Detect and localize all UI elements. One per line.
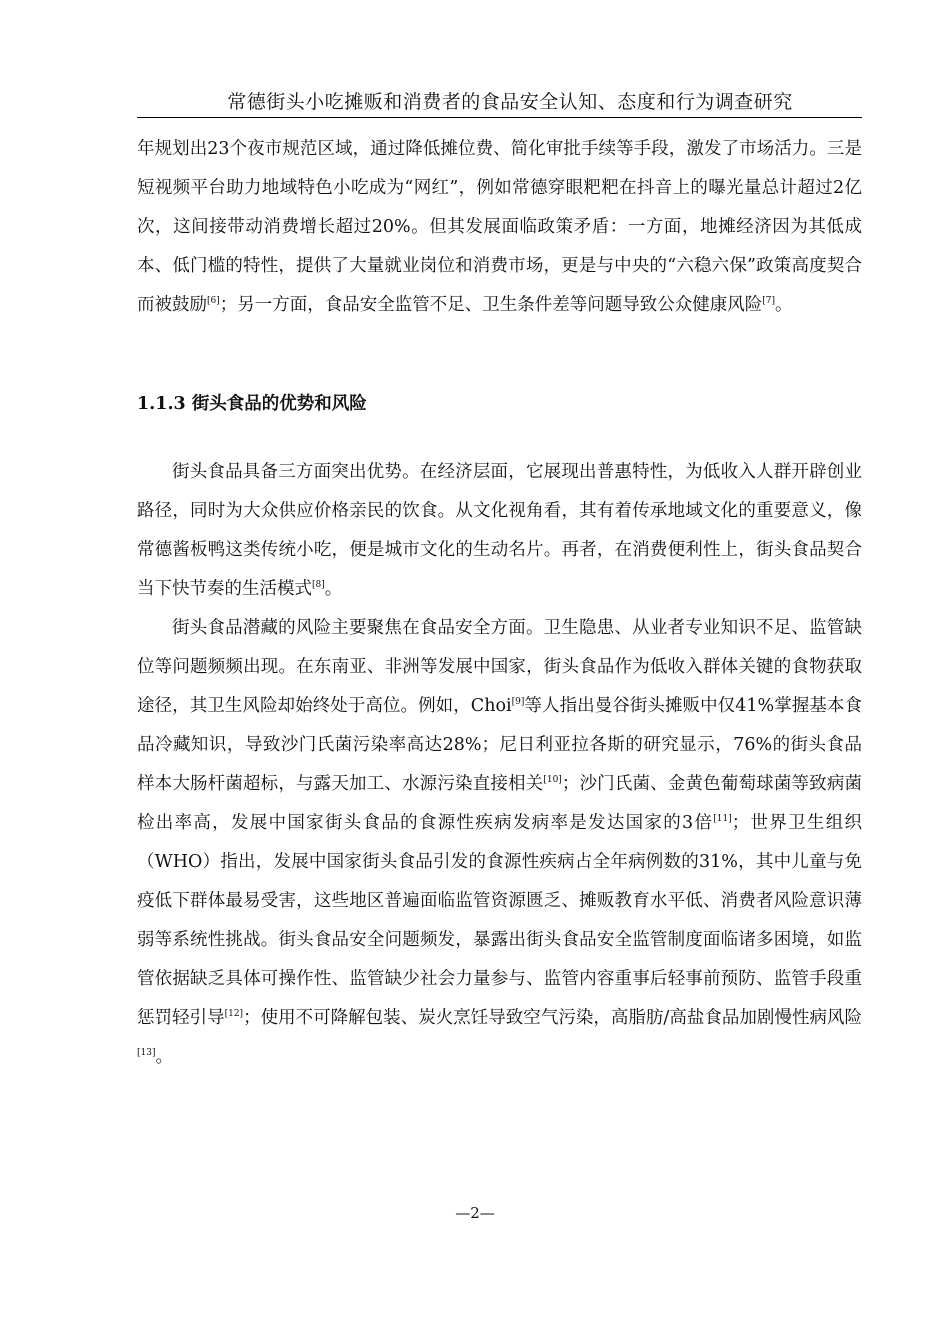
section-heading [137,389,367,419]
paragraph-text: 。 [775,295,793,315]
header-rule [137,117,862,118]
citation-11[interactable]: [11] [713,814,732,824]
paragraph-text: 街头食品具备三方面突出优势。在经济层面，它展现出普惠特性，为低收入人群开辟创业路径，同时为大众供应价格亲民的饮食。从文化视角看，其有着传承地域文化的重要意义，像常德酱板鸭这类传统小吃，便是城市文化的生动名片。再者，在消费便利性上，街头食品契合当下快节奏的生活模式 [137,462,862,599]
section-number: 1.1.3 [137,394,186,414]
body-text-section [137,453,862,1077]
paragraph-risks [137,609,862,1077]
citation-8[interactable]: [8] [312,580,325,590]
section-title: 街头食品的优势和风险 [191,394,367,414]
page-number: —2— [455,1204,495,1222]
paragraph-text: 等人指出曼谷街头摊贩中仅41%掌握基本食品冷藏知识，导致沙门氏菌污染率高达28%；尼日利亚拉各斯的研究显示，76%的街头食品样本大肠杆菌超标，与露天加工、水源污染直接相关 [137,696,862,794]
paragraph-continuation [137,130,862,325]
body-text-top [137,130,862,325]
paragraph-text: ；沙门氏菌、金黄色葡萄球菌等致病菌检出率高，发展中国家街头食品的食源性疾病发病率是发达国家的3倍 [137,774,863,833]
citation-10[interactable]: [10] [543,775,562,785]
paragraph-text: ；另一方面，食品安全监管不足、卫生条件差等问题导致公众健康风险 [219,295,763,315]
paragraph-text: 。 [324,579,343,599]
paragraph-text: 。 [155,1047,173,1067]
paragraph-text: 年规划出23个夜市规范区域，通过降低摊位费、简化审批手续等手段，激发了市场活力。三是短视频平台助力地域特色小吃成为“网红”，例如常德穿眼粑粑在抖音上的曝光量总计超过2亿次，这间接带动消费增长超过20%。但其发展面临政策矛盾：一方面，地摊经济因为其低成本、低门槛的特性，提供了大量就业岗位和消费市场，更是与中央的“六稳六保”政策高度契合而被鼓励 [137,139,862,315]
citation-12[interactable]: [12] [224,1009,244,1019]
citation-9[interactable]: [9] [511,697,525,707]
citation-6[interactable]: [6] [207,296,220,306]
paragraph-advantages [137,453,862,609]
citation-7[interactable]: [7] [762,296,775,306]
paragraph-text: 街头食品潜藏的风险主要聚焦在食品安全方面。卫生隐患、从业者专业知识不足、监管缺位等问题频频出现。在东南亚、非洲等发展中国家，街头食品作为低收入群体关键的食物获取途径，其卫生风险却始终处于高位。例如，Choi [137,618,862,716]
paragraph-text: ；世界卫生组织（WHO）指出，发展中国家街头食品引发的食源性疾病占全年病例数的31%，其中儿童与免疫低下群体最易受害，这些地区普遍面临监管资源匮乏、摊贩教育水平低、消费者风险意识薄弱等系统性挑战。街头食品安全问题频发，暴露出街头食品安全监管制度面临诸多困境，如监管依据缺乏具体可操作性、监管缺少社会力量参与、监管内容重事后轻事前预防、监管手段重惩罚轻引导 [137,813,862,1028]
citation-13[interactable]: [13] [137,1048,156,1058]
paragraph-text: ；使用不可降解包装、炭火烹饪导致空气污染，高脂肪/高盐食品加剧慢性病风险 [243,1008,862,1028]
running-header: 常德街头小吃摊贩和消费者的食品安全认知、态度和行为调查研究 [227,91,793,113]
